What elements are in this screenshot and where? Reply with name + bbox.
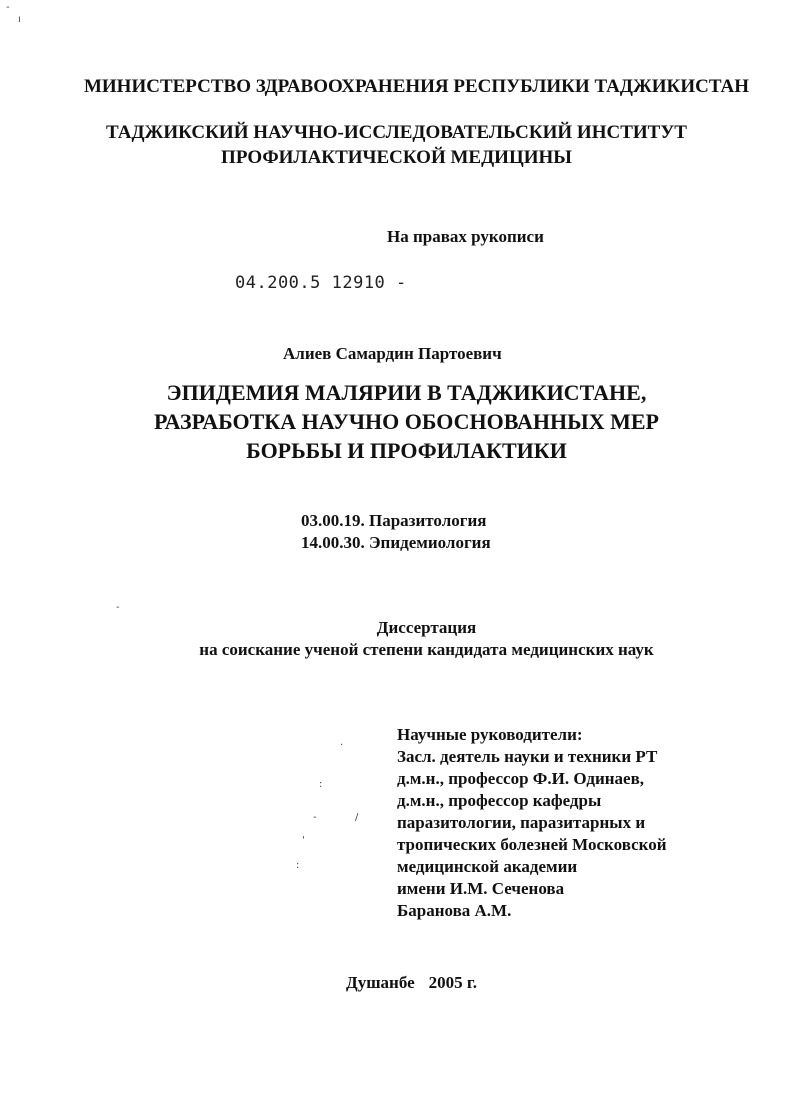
institute-line: ПРОФИЛАКТИЧЕСКОЙ МЕДИЦИНЫ [221,147,572,168]
supervisor-line: д.м.н., профессор кафедры [397,791,602,810]
supervisor-line: д.м.н., профессор Ф.И. Одинаев, [397,769,645,788]
supervisors-block [397,724,667,922]
scan-speck: - [313,812,317,823]
supervisor-line: Баранова А.М. [397,901,512,920]
supervisors-heading: Научные руководители: [397,725,583,744]
institute-line: ТАДЖИКСКИЙ НАУЧНО-ИССЛЕДОВАТЕЛЬСКИЙ ИНСТИТУТ [106,122,687,143]
title-line: ЭПИДЕМИЯ МАЛЯРИИ В ТАДЖИКИСТАНЕ, [166,380,647,405]
supervisor-line: медицинской академии [397,857,578,876]
scan-speck: - [116,602,120,613]
scan-speck: ' [302,835,305,846]
specialty-line: 03.00.19. Паразитология [301,511,487,530]
scan-speck: / [355,812,359,823]
year: 2005 г. [428,973,477,992]
scan-speck: - [6,2,10,13]
city-year-footer [346,973,477,993]
supervisor-line: имени И.М. Сеченова [397,879,565,898]
author-name: Алиев Самардин Партоевич [283,344,502,363]
registration-number-stamp: 04.200.5 12910 - [235,273,407,293]
dissertation-block [30,617,793,661]
dissertation-title [10,378,793,465]
supervisor-line: Засл. деятель науки и техники РТ [397,747,658,766]
scan-speck: : [319,779,323,790]
ministry-heading: МИНИСТЕРСТВО ЗДРАВООХРАНЕНИЯ РЕСПУБЛИКИ ТАДЖИКИСТАН [83,76,750,97]
supervisor-line: паразитологии, паразитарных и [397,813,646,832]
scan-speck: . [340,737,344,748]
supervisor-line: тропических болезней Московской [397,835,667,854]
scan-speck: ı [18,14,21,25]
title-line: БОРЬБЫ И ПРОФИЛАКТИКИ [246,438,567,463]
specialty-line: 14.00.30. Эпидемиология [301,533,491,552]
manuscript-rights-note: На правах рукописи [387,227,544,246]
specialty-codes [301,510,491,554]
degree-line: на соискание ученой степени кандидата медицинских наук [199,640,654,659]
scan-speck: : [296,860,300,871]
city-name: Душанбе [346,973,415,992]
title-line: РАЗРАБОТКА НАУЧНО ОБОСНОВАННЫХ МЕР [154,409,659,434]
institute-heading [0,120,793,170]
dissertation-heading: Диссертация [376,618,477,637]
